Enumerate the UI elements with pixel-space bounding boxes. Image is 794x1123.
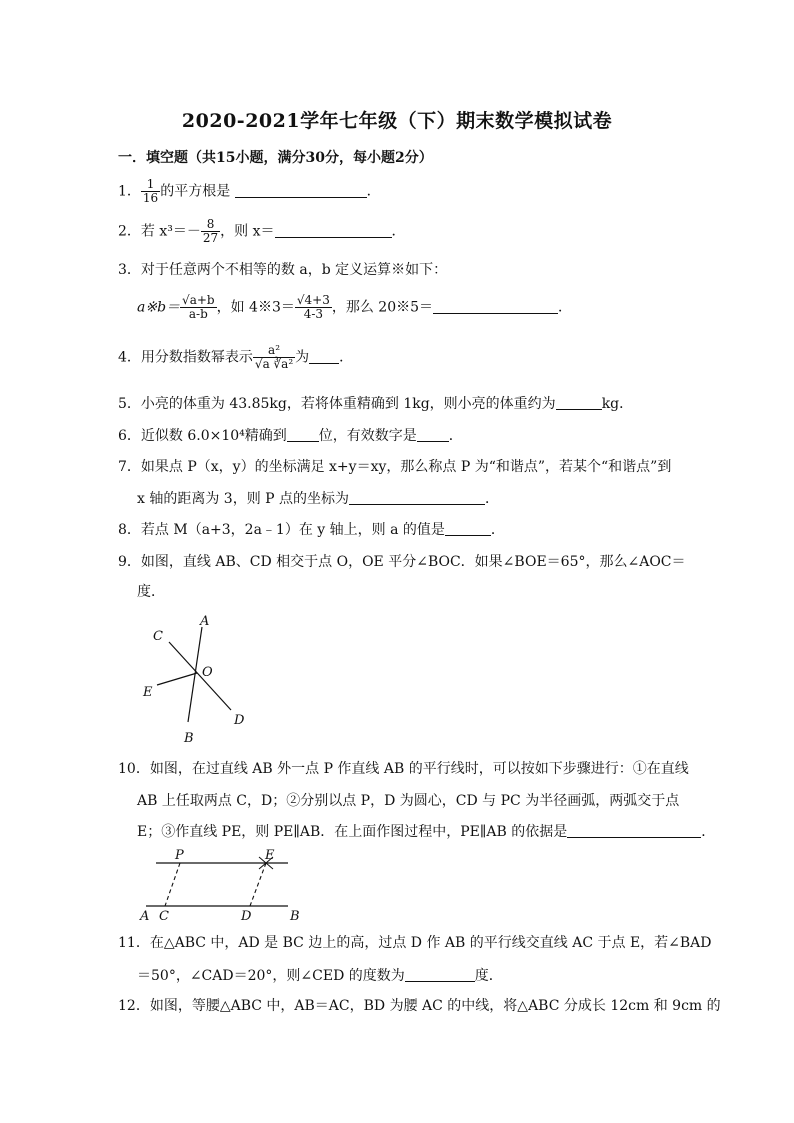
- question-11-line1: 11．在△ABC 中，AD 是 BC 边上的高，过点 D 作 AB 的平行线交直线 AC 于点 E，若∠BAD: [118, 935, 712, 951]
- fraction: $\frac{√a+b}{a-b}$: [182, 293, 215, 321]
- answer-blank[interactable]: [567, 823, 701, 838]
- question-7-line1: 7．如果点 P（x，y）的坐标满足 x+y＝xy，那么称点 P 为“和谐点”，若某个“和谐点”到: [118, 459, 672, 475]
- fraction: $\frac{8}{27}$: [202, 217, 219, 245]
- figure-10: [138, 846, 308, 926]
- label-A: A: [140, 909, 150, 924]
- question-11-line2: ＝50°，∠CAD＝20°，则∠CED 的度数为 度．: [137, 968, 503, 984]
- answer-blank[interactable]: [405, 967, 475, 982]
- label-B: B: [184, 731, 194, 745]
- question-1: 1． $\frac{1}{16}$ 的平方根是 ．: [118, 177, 381, 205]
- figure-9: [135, 610, 260, 745]
- question-3-line1: 3．对于任意两个不相等的数 a，b 定义运算※如下：: [118, 262, 448, 278]
- label-B: B: [290, 909, 300, 924]
- fraction: $\frac{1}{16}$: [142, 177, 159, 205]
- label-C: C: [153, 629, 163, 644]
- question-10-line3: E；③作直线 PE，则 PE∥AB．在上面作图过程中，PE∥AB 的依据是 ．: [137, 824, 716, 840]
- question-5: 5．小亮的体重为 43.85kg，若将体重精确到 1kg，则小亮的体重约为 kg．: [118, 396, 634, 412]
- question-9-line2: 度．: [137, 584, 165, 600]
- answer-blank[interactable]: [433, 299, 558, 314]
- exam-title: 2020-2021学年七年级（下）期末数学模拟试卷: [181, 110, 613, 132]
- answer-blank[interactable]: [235, 183, 367, 198]
- question-10-line1: 10．如图，在过直线 AB 外一点 P 作直线 AB 的平行线时，可以按如下步骤进行：①在直线: [118, 761, 689, 777]
- question-2: 2．若 x³＝－ $\frac{8}{27}$ ，则 x＝ ．: [118, 217, 406, 245]
- label-O: O: [202, 665, 213, 680]
- label-A: A: [200, 614, 210, 629]
- question-3-line2: a※b＝ $\frac{√a+b}{a-b}$ ，如 4※3＝ $\frac{√4+3}{4-3}$ ，那么 20※5＝ ．: [137, 293, 573, 321]
- answer-blank[interactable]: [445, 521, 491, 536]
- question-12-line1: 12．如图，等腰△ABC 中，AB＝AC，BD 为腰 AC 的中线，将△ABC 分成长 12cm 和 9cm 的: [118, 998, 721, 1014]
- label-D: D: [241, 909, 252, 924]
- label-E: E: [143, 685, 153, 700]
- question-9-line1: 9．如图，直线 AB、CD 相交于点 O，OE 平分∠BOC．如果∠BOE＝65°，那么∠AOC＝: [118, 554, 686, 570]
- label-E: E: [265, 848, 275, 863]
- answer-blank[interactable]: [275, 223, 392, 238]
- label-C: C: [159, 909, 169, 924]
- question-8: 8．若点 M（a+3，2a﹣1）在 y 轴上，则 a 的值是 ．: [118, 522, 505, 538]
- question-10-line2: AB 上任取两点 C，D；②分别以点 P，D 为圆心，CD 与 PC 为半径画弧，两弧交于点: [137, 793, 680, 809]
- answer-blank[interactable]: [349, 490, 485, 505]
- question-7-line2: x 轴的距离为 3，则 P 点的坐标为 ．: [137, 491, 500, 507]
- question-6: 6．近似数 6.0×10⁴精确到 位，有效数字是 ．: [118, 428, 463, 444]
- question-4: 4．用分数指数幂表示 $\frac{\text{a²}}{\text{√a ∛a²}}$ 为 ．: [118, 343, 354, 371]
- label-P: P: [175, 848, 184, 863]
- fraction: $\frac{\text{a²}}{\text{√a ∛a²}}$: [254, 343, 294, 371]
- answer-blank[interactable]: [287, 427, 319, 442]
- answer-blank[interactable]: [417, 427, 449, 442]
- answer-blank[interactable]: [556, 395, 602, 410]
- label-D: D: [234, 713, 245, 728]
- answer-blank[interactable]: [309, 349, 339, 364]
- section-heading: 一．填空题（共15小题，满分30分，每小题2分）: [118, 150, 433, 166]
- fraction: $\frac{√4+3}{4-3}$: [296, 293, 330, 321]
